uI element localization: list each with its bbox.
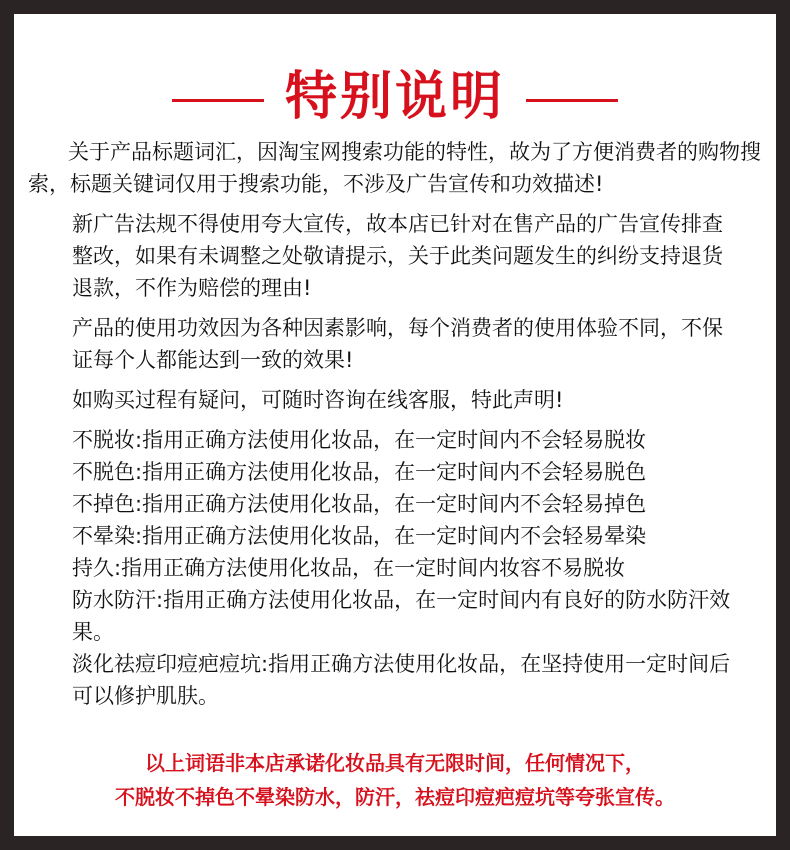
red-notice	[14, 746, 776, 814]
title-rule-left	[172, 99, 264, 102]
title-rule-right	[526, 99, 618, 102]
definition-item: 不晕染:指用正确方法使用化妆品，在一定时间内不会轻易晕染	[72, 524, 647, 548]
page-title: 特别说明	[284, 67, 505, 127]
definition-list	[28, 424, 740, 712]
header	[14, 66, 776, 128]
notice-line-1: 以上词语非本店承诺化妆品具有无限时间，任何情况下，	[145, 751, 645, 775]
notice-card	[14, 14, 776, 836]
content	[28, 136, 770, 712]
definition-item: 不脱色:指用正确方法使用化妆品，在一定时间内不会轻易脱色	[72, 460, 647, 484]
paragraph-search-keywords: 关于产品标题词汇，因淘宝网搜索功能的特性，故为了方便消费者的购物搜索，标题关键词仅用于搜索功能，不涉及广告宣传和功效描述!	[28, 140, 761, 196]
definition-item: 持久:指用正确方法使用化妆品，在一定时间内妆容不易脱妆	[72, 556, 626, 580]
notice-line-2: 不脱妆不掉色不晕染防水，防汗，祛痘印痘疤痘坑等夸张宣传。	[115, 785, 675, 809]
paragraph-customer-service: 如购买过程有疑问，可随时咨询在线客服，特此声明!	[72, 388, 564, 412]
definition-item: 不掉色:指用正确方法使用化妆品，在一定时间内不会轻易掉色	[72, 492, 647, 516]
definition-item: 淡化祛痘印痘疤痘坑:指用正确方法使用化妆品，在坚持使用一定时间后可以修护肌肤。	[72, 652, 731, 708]
paragraph-effect-disclaimer: 产品的使用功效因为各种因素影响，每个消费者的使用体验不同，不保证每个人都能达到一致的效果!	[72, 316, 723, 372]
definition-item: 防水防汗:指用正确方法使用化妆品，在一定时间内有良好的防水防汗效果。	[72, 588, 731, 644]
paragraph-advertising-law: 新广告法规不得使用夸大宣传，故本店已针对在售产品的广告宣传排查整改，如果有未调整之处敬请提示，关于此类问题发生的纠纷支持退货退款，不作为赔偿的理由!	[72, 212, 723, 300]
definition-item: 不脱妆:指用正确方法使用化妆品，在一定时间内不会轻易脱妆	[72, 428, 647, 452]
